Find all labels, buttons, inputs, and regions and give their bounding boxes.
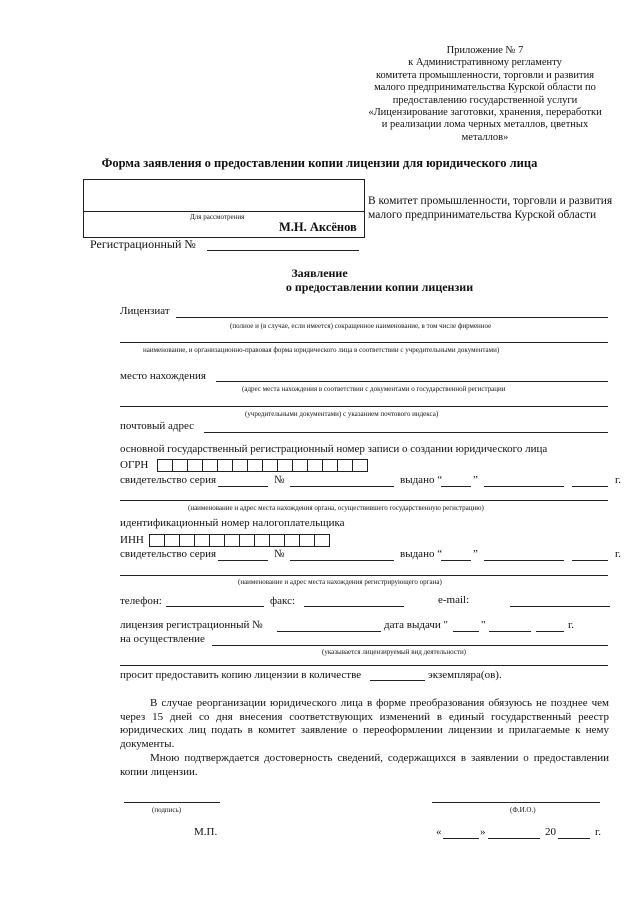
appendix-line: предоставлению государственной услуги	[392, 94, 578, 106]
inn-num-field[interactable]	[290, 560, 394, 561]
date-open-quote: «	[436, 826, 442, 838]
issue-day-field[interactable]	[453, 631, 479, 632]
copies-field[interactable]	[370, 680, 425, 681]
stamp-label: М.П.	[194, 826, 218, 838]
reorganization-paragraph: В случае реорганизации юридического лица в форме преобразования обязуюсь не позднее чем через 15 дней со дня внесения соответствующих изменений в единый государственный реестр юридических лиц подать в комитет заявление о переоформлении лицензии и прилагаемые к нему документы.	[120, 697, 609, 750]
activity-hint: (указывается лицензируемый вид деятельности)	[322, 648, 467, 656]
licensee-hint-2: наименование, и организационно-правовая форма юридического лица в соответствии с учредительными документами)	[143, 346, 500, 354]
fax-field[interactable]	[304, 606, 404, 607]
ogrn-month-field[interactable]	[484, 486, 564, 487]
inn-full-label: идентификационный номер налогоплательщика	[120, 517, 345, 529]
addressee	[368, 194, 612, 222]
ogrn-label: ОГРН	[120, 459, 149, 471]
inn-issued-label: выдано “	[400, 548, 443, 560]
appendix-line: малого предпринимательства Курской области по	[374, 82, 596, 94]
date-close-quote: »	[480, 826, 486, 838]
inn-num-label: №	[274, 548, 285, 560]
ogrn-day-field[interactable]	[441, 486, 471, 487]
appendix-line: и реализации лома черных металлов, цветных	[381, 119, 589, 131]
reg-number-field[interactable]	[207, 250, 359, 251]
date-year-suffix: г.	[595, 826, 602, 838]
form-title: Форма заявления о предоставлении копии лицензии для юридического лица	[101, 156, 538, 170]
location-field-2[interactable]	[120, 406, 608, 407]
ogrn-num-field[interactable]	[290, 486, 394, 487]
email-field[interactable]	[510, 606, 610, 607]
signer-name: М.Н. Аксёнов	[279, 220, 357, 234]
issue-date-quote: "	[481, 619, 486, 631]
for-review-label: Для рассмотрения	[190, 213, 245, 221]
postal-field[interactable]	[204, 432, 608, 433]
inn-year-suffix: г.	[615, 548, 622, 560]
date-day-field[interactable]	[443, 838, 479, 839]
issue-year-field[interactable]	[536, 631, 564, 632]
licensee-hint: (полное и (в случае, если имеется) сокращенное наименование, в том числе фирменное	[230, 322, 492, 330]
statement-subtitle: о предоставлении копии лицензии	[285, 280, 474, 294]
signature-label: (подпись)	[152, 806, 182, 814]
inn-org-field[interactable]	[120, 575, 608, 576]
fio-field[interactable]	[432, 802, 600, 803]
addressee-line: В комитет промышленности, торговли и развития	[368, 195, 613, 207]
location-field[interactable]	[216, 381, 608, 382]
ogrn-full-label: основной государственный регистрационный номер записи о создании юридического лица	[120, 443, 548, 455]
license-reg-label: лицензия регистрационный №	[120, 619, 263, 631]
email-label: e-mail:	[438, 594, 470, 606]
inn-day-field[interactable]	[441, 560, 471, 561]
date-month-field[interactable]	[488, 838, 540, 839]
fio-label: (Ф.И.О.)	[510, 806, 536, 814]
date-century: 20	[545, 826, 556, 838]
fax-label: факс:	[270, 595, 296, 607]
appendix-line: комитета промышленности, торговли и развития	[375, 69, 595, 81]
postal-label: почтовый адрес	[120, 420, 195, 432]
activity-label: на осуществление	[120, 633, 205, 645]
ogrn-series-field[interactable]	[218, 486, 268, 487]
location-hint-2: (учредительными документами) с указанием почтового индекса)	[245, 410, 439, 418]
ogrn-org-field[interactable]	[120, 500, 608, 501]
appendix-line: Приложение № 7	[446, 45, 524, 56]
inn-hint: (наименование и адрес места нахождения регистрирующего органа)	[238, 578, 442, 586]
inn-cert-series-label: свидетельство серия	[120, 548, 217, 560]
issue-year-suffix: г.	[568, 619, 575, 631]
activity-field-2[interactable]	[120, 665, 608, 666]
ogrn-num-label: №	[274, 474, 285, 486]
license-reg-field[interactable]	[277, 631, 381, 632]
phone-label: телефон:	[120, 595, 162, 607]
addressee-line: малого предпринимательства Курской области	[368, 209, 597, 221]
copies-label: экземпляра(ов).	[428, 669, 502, 681]
inn-month-field[interactable]	[484, 560, 564, 561]
signature-field[interactable]	[124, 802, 220, 803]
ogrn-year-suffix: г.	[615, 474, 622, 486]
ogrn-year-field[interactable]	[572, 486, 608, 487]
location-hint: (адрес места нахождения в соответствии с документами о государственной регистрации	[242, 385, 506, 393]
review-box	[83, 179, 365, 238]
appendix-line: «Лицензирование заготовки, хранения, переработки	[368, 107, 602, 119]
statement-title: Заявление	[291, 266, 348, 280]
request-label: просит предоставить копию лицензии в количестве	[120, 669, 362, 681]
appendix-block	[340, 45, 630, 144]
inn-label: ИНН	[120, 534, 144, 546]
inn-quote: ”	[473, 548, 478, 560]
appendix-line: к Административному регламенту	[408, 57, 562, 69]
reg-number-label: Регистрационный №	[90, 237, 196, 251]
ogrn-cert-series-label: свидетельство серия	[120, 474, 217, 486]
inn-cells[interactable]	[150, 534, 330, 547]
ogrn-quote: ”	[473, 474, 478, 486]
ogrn-hint: (наименование и адрес места нахождения органа, осуществившего государственную регистрацию)	[188, 504, 484, 512]
date-year-field[interactable]	[558, 838, 590, 839]
licensee-label: Лицензиат	[120, 305, 170, 317]
issue-date-label: дата выдачи "	[384, 619, 449, 631]
phone-field[interactable]	[166, 606, 264, 607]
inn-year-field[interactable]	[572, 560, 608, 561]
inn-series-field[interactable]	[218, 560, 268, 561]
ogrn-issued-label: выдано “	[400, 474, 443, 486]
issue-month-field[interactable]	[489, 631, 531, 632]
location-label: место нахождения	[120, 370, 206, 382]
licensee-field[interactable]	[176, 317, 608, 318]
ogrn-cells[interactable]	[158, 459, 368, 472]
activity-field[interactable]	[212, 645, 608, 646]
appendix-line: металлов»	[461, 131, 509, 143]
confirmation-paragraph: Мною подтверждается достоверность сведений, содержащихся в заявлении о предоставлении копии лицензии.	[120, 752, 609, 778]
licensee-field-2[interactable]	[120, 342, 608, 343]
